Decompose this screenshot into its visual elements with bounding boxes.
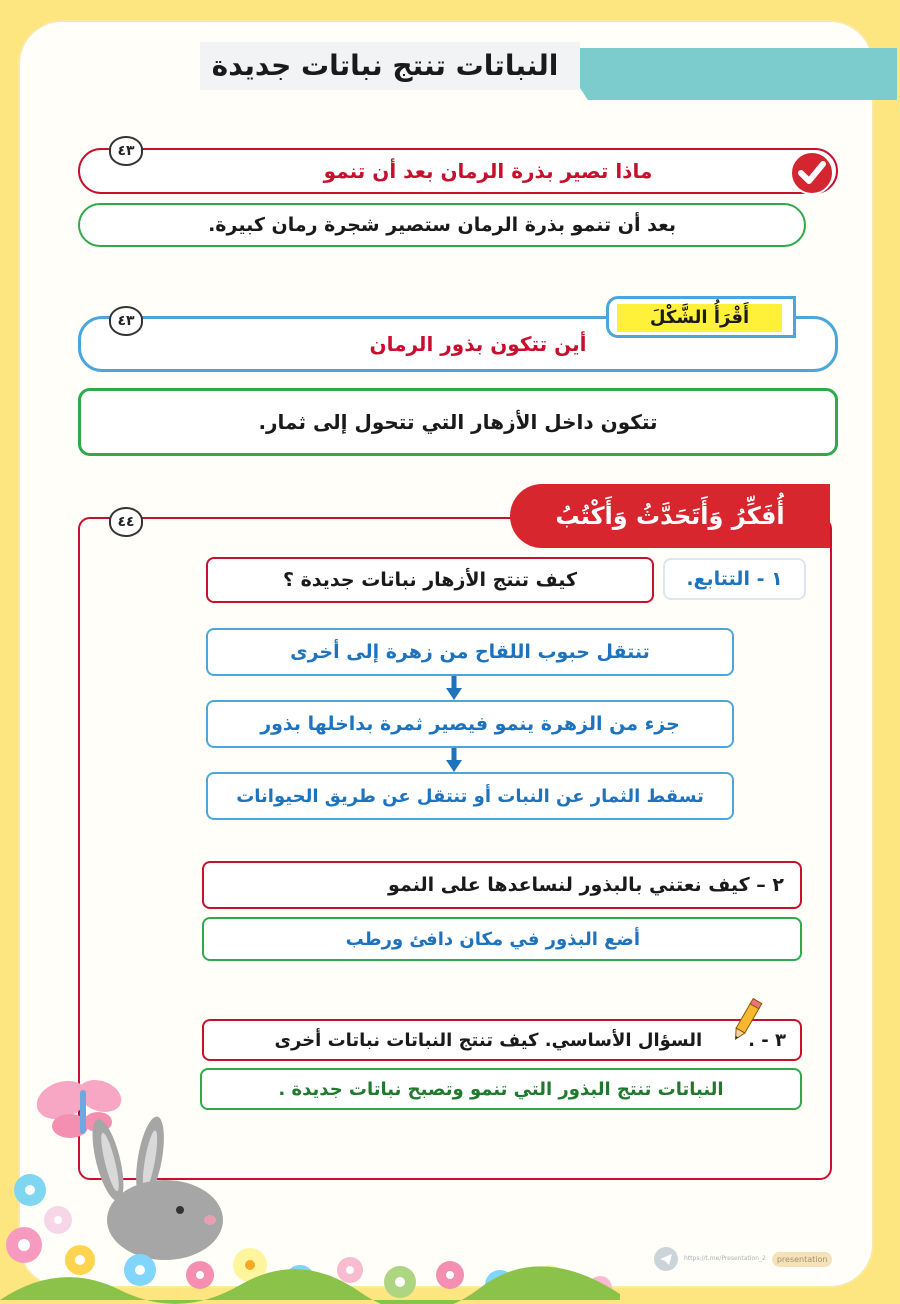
- footer-link: https://t.me/Presentation_2: [684, 1255, 766, 1262]
- q1-label: ١ - التتابع.: [686, 568, 783, 590]
- butterfly-icon: [31, 1074, 125, 1138]
- sequence-step-3-text: تسقط الثمار عن النبات أو تنتقل عن طريق الحيوانات: [236, 785, 704, 807]
- section3-page-badge: ٤٤: [109, 507, 143, 537]
- q3-number: ٣ - .: [748, 1029, 786, 1051]
- q1-question: كيف تنتج الأزهار نباتات جديدة ؟: [282, 569, 578, 591]
- check-icon: [788, 150, 836, 196]
- q3-answer: النباتات تنتج البذور التي تنمو وتصبح نباتات جديدة .: [278, 1078, 724, 1100]
- section2-page-badge: ٤٣: [109, 306, 143, 336]
- sequence-step-3: [206, 772, 734, 820]
- flower-row-icon: [0, 1174, 620, 1304]
- pencil-icon: [730, 998, 762, 1044]
- page-title: النباتات تنتج نباتات جديدة: [211, 49, 559, 82]
- read-diagram-tag: [606, 296, 796, 338]
- q2-question: ٢ – كيف نعتني بالبذور لنساعدها على النمو: [388, 874, 784, 896]
- footer-watermark: [654, 1244, 828, 1274]
- section1-question: ماذا تصير بذرة الرمان بعد أن تنمو: [323, 159, 653, 183]
- sequence-step-1-text: تنتقل حبوب اللقاح من زهرة إلى أخرى: [290, 641, 650, 663]
- sequence-step-2-text: جزء من الزهرة ينمو فيصير ثمرة بداخلها بذور: [260, 713, 680, 735]
- section1-page-badge: ٤٣: [109, 136, 143, 166]
- section1-answer-box: [78, 203, 806, 247]
- q2-answer: أضع البذور في مكان دافئ ورطب: [345, 928, 640, 950]
- read-diagram-label: أَقْرَأُ الشَّكْلَ: [617, 304, 782, 332]
- think-talk-write-label: أُفَكِّرُ وَأَتَحَدَّثُ وَأَكْتُبُ: [555, 502, 785, 530]
- section1-answer: بعد أن تنمو بذرة الرمان ستصير شجرة رمان كبيرة.: [208, 214, 676, 236]
- telegram-icon: [654, 1247, 678, 1271]
- q3-question-box: [202, 1019, 802, 1061]
- footer-brand: presentation: [772, 1252, 833, 1267]
- q3-question: السؤال الأساسي. كيف تنتج النباتات نباتات أخرى: [274, 1029, 703, 1051]
- arrow-down-icon: [446, 748, 462, 772]
- q2-answer-box: [202, 917, 802, 961]
- bunny-icon: [86, 1115, 223, 1260]
- q1-question-box: [206, 557, 654, 603]
- sequence-step-1: [206, 628, 734, 676]
- q2-question-box: [202, 861, 802, 909]
- section2-answer: تتكون داخل الأزهار التي تتحول إلى ثمار.: [258, 410, 658, 434]
- title-ribbon: [575, 48, 897, 100]
- section2-answer-box: [78, 388, 838, 456]
- think-talk-write-header: [510, 484, 830, 548]
- section2-question: أين تتكون بذور الرمان: [369, 332, 587, 356]
- q1-label-box: [663, 558, 806, 600]
- section1-question-box: [78, 148, 838, 194]
- arrow-down-icon: [446, 676, 462, 700]
- sequence-step-2: [206, 700, 734, 748]
